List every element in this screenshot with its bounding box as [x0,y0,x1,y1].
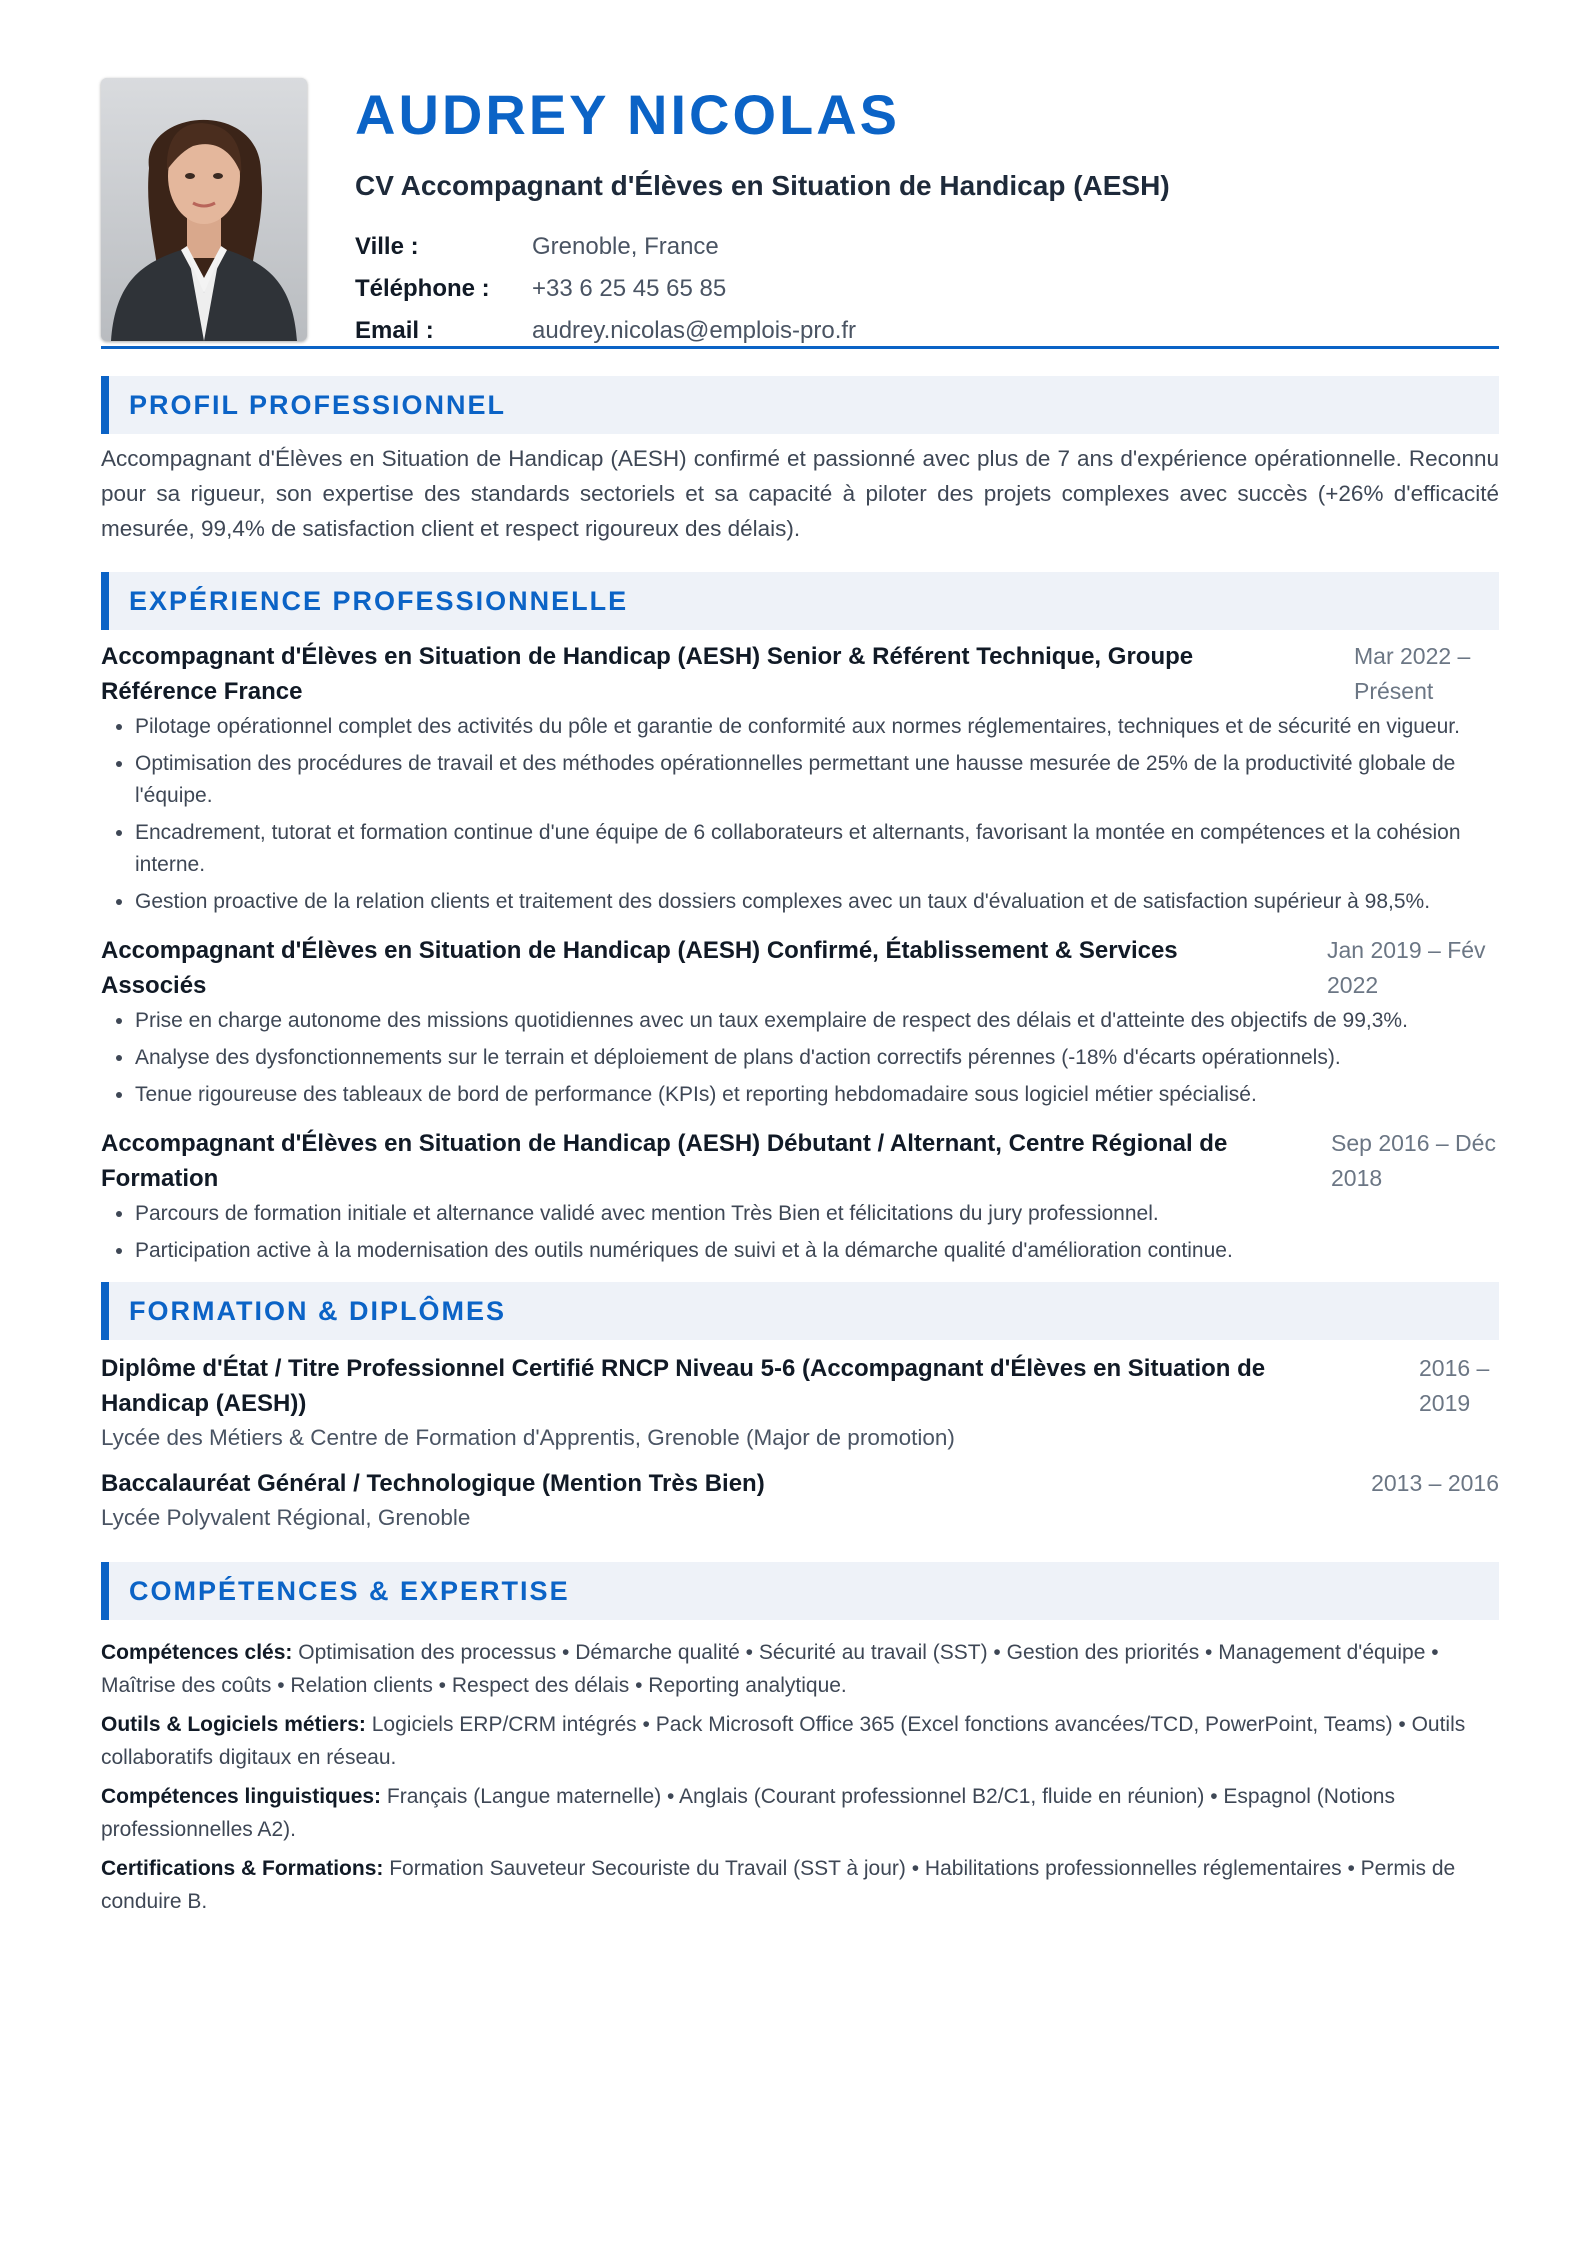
entry-header [101,1126,1499,1196]
skill-label: Compétences linguistiques: [101,1785,382,1808]
skill-label: Certifications & Formations: [101,1857,384,1880]
skill-label: Outils & Logiciels métiers: [101,1713,366,1736]
education-entry [101,1351,1499,1454]
contact-phone [355,268,1170,310]
entry-bullets [101,1198,1499,1267]
contact-label: Ville : [355,233,419,260]
contact-value: +33 6 25 45 65 85 [532,275,727,302]
contact-list [355,226,1170,352]
education-school: Lycée Polyvalent Régional, Grenoble [101,1505,471,1530]
skill-group [101,1780,1499,1846]
list-item: • Encadrement, tutorat et formation continue d'une équipe de 6 collaborateurs et alternants, favorisant la montée en compétences et la cohésion interne. [135,817,1499,881]
experience-entry [101,933,1499,1111]
contact-city [355,226,1170,268]
skill-group [101,1708,1499,1774]
section-heading-text: EXPÉRIENCE PROFESSIONNELLE [129,585,629,616]
skill-text: Optimisation des processus • Démarche qualité • Sécurité au travail (SST) • Gestion des priorités • Management d'équipe • Maîtrise des coûts • Relation clients • Respect des délais • Reporting analytique. [101,1641,1439,1697]
skill-text: Français (Langue maternelle) • Anglais (Courant professionnel B2/C1, fluide en réunion) • Espagnol (Notions professionnelles A2). [101,1785,1395,1841]
contact-label: Téléphone : [355,275,490,302]
contact-email [355,310,1170,352]
contact-label: Email : [355,317,434,344]
list-item: • Participation active à la modernisation des outils numériques de suivi et à la démarche qualité d'amélioration continue. [135,1235,1499,1267]
list-item: • Tenue rigoureuse des tableaux de bord de performance (KPIs) et reporting hebdomadaire sous logiciel métier spécialisé. [135,1079,1499,1111]
profile-photo [101,78,307,341]
resume-content [101,78,1499,1924]
entry-bullets [101,711,1499,918]
section-heading-education [101,1282,1499,1340]
entry-title: Accompagnant d'Élèves en Situation de Handicap (AESH) Senior & Référent Technique, Groupe Référence France [101,643,1194,705]
entry-title: Accompagnant d'Élèves en Situation de Handicap (AESH) Confirmé, Établissement & Services Associés [101,937,1178,999]
entry-title: Accompagnant d'Élèves en Situation de Handicap (AESH) Débutant / Alternant, Centre Régional de Formation [101,1130,1228,1192]
entry-header [101,1466,1499,1501]
entry-header [101,933,1499,1003]
entry-date: 2016 – 2019 [1419,1355,1490,1416]
section-heading-skills [101,1562,1499,1620]
entry-header [101,639,1499,709]
contact-value: Grenoble, France [532,233,719,260]
profile-text: Accompagnant d'Élèves en Situation de Handicap (AESH) confirmé et passionné avec plus de 7 ans d'expérience opérationnelle. Reconnu pour sa rigueur, son expertise des standards sectoriels et sa capacité à piloter des projets complexes avec succès (+26% d'efficacité mesurée, 99,4% de satisfaction client et respect rigoureux des délais). [101,446,1499,541]
section-heading-text: COMPÉTENCES & EXPERTISE [129,1575,570,1606]
skill-label: Compétences clés: [101,1641,293,1664]
skill-text: Formation Sauveteur Secouriste du Travail (SST à jour) • Habilitations professionnelles réglementaires • Permis de conduire B. [101,1857,1456,1913]
entry-title: Diplôme d'État / Titre Professionnel Certifié RNCP Niveau 5-6 (Accompagnant d'Élèves en Situation de Handicap (AESH)) [101,1355,1266,1417]
experience-entry [101,639,1499,918]
entry-header [101,1351,1499,1421]
education-school: Lycée des Métiers & Centre de Formation d'Apprentis, Grenoble (Major de promotion) [101,1425,955,1450]
list-item: • Analyse des dysfonctionnements sur le terrain et déploiement de plans d'action correctifs pérennes (-18% d'écarts opérationnels). [135,1042,1499,1074]
contact-value: audrey.nicolas@emplois-pro.fr [532,317,857,344]
list-item: • Parcours de formation initiale et alternance validé avec mention Très Bien et félicitations du jury professionnel. [135,1198,1499,1230]
list-item: • Optimisation des procédures de travail et des méthodes opérationnelles permettant une hausse mesurée de 25% de la productivité globale de l'équipe. [135,748,1499,812]
entry-date: Jan 2019 – Fév 2022 [1327,937,1486,998]
header-info [355,78,1170,352]
entry-title: Baccalauréat Général / Technologique (Mention Très Bien) [101,1470,765,1497]
candidate-name: AUDREY NICOLAS [355,83,901,146]
resume-header [101,78,1499,342]
entry-date: Mar 2022 – Présent [1354,643,1471,704]
skill-group [101,1636,1499,1702]
resume-title: CV Accompagnant d'Élèves en Situation de Handicap (AESH) [355,170,1170,201]
list-item: • Gestion proactive de la relation clients et traitement des dossiers complexes avec un taux d'évaluation et de satisfaction supérieur à 98,5%. [135,886,1499,918]
section-heading-text: FORMATION & DIPLÔMES [129,1295,506,1326]
list-item: • Pilotage opérationnel complet des activités du pôle et garantie de conformité aux normes réglementaires, techniques et de sécurité en vigueur. [135,711,1499,743]
section-heading-text: PROFIL PROFESSIONNEL [129,389,507,420]
section-heading-profile [101,376,1499,434]
section-heading-experience [101,572,1499,630]
entry-date: 2013 – 2016 [1371,1470,1499,1496]
skill-text: Logiciels ERP/CRM intégrés • Pack Microsoft Office 365 (Excel fonctions avancées/TCD, PowerPoint, Teams) • Outils collaboratifs digitaux en réseau. [101,1713,1466,1769]
education-entry [101,1466,1499,1534]
entry-bullets [101,1005,1499,1111]
portrait-illustration [101,78,307,341]
list-item: • Prise en charge autonome des missions quotidiennes avec un taux exemplaire de respect des délais et d'atteinte des objectifs de 99,3%. [135,1005,1499,1037]
entry-date: Sep 2016 – Déc 2018 [1331,1130,1496,1191]
experience-entry [101,1126,1499,1267]
skill-group [101,1852,1499,1918]
